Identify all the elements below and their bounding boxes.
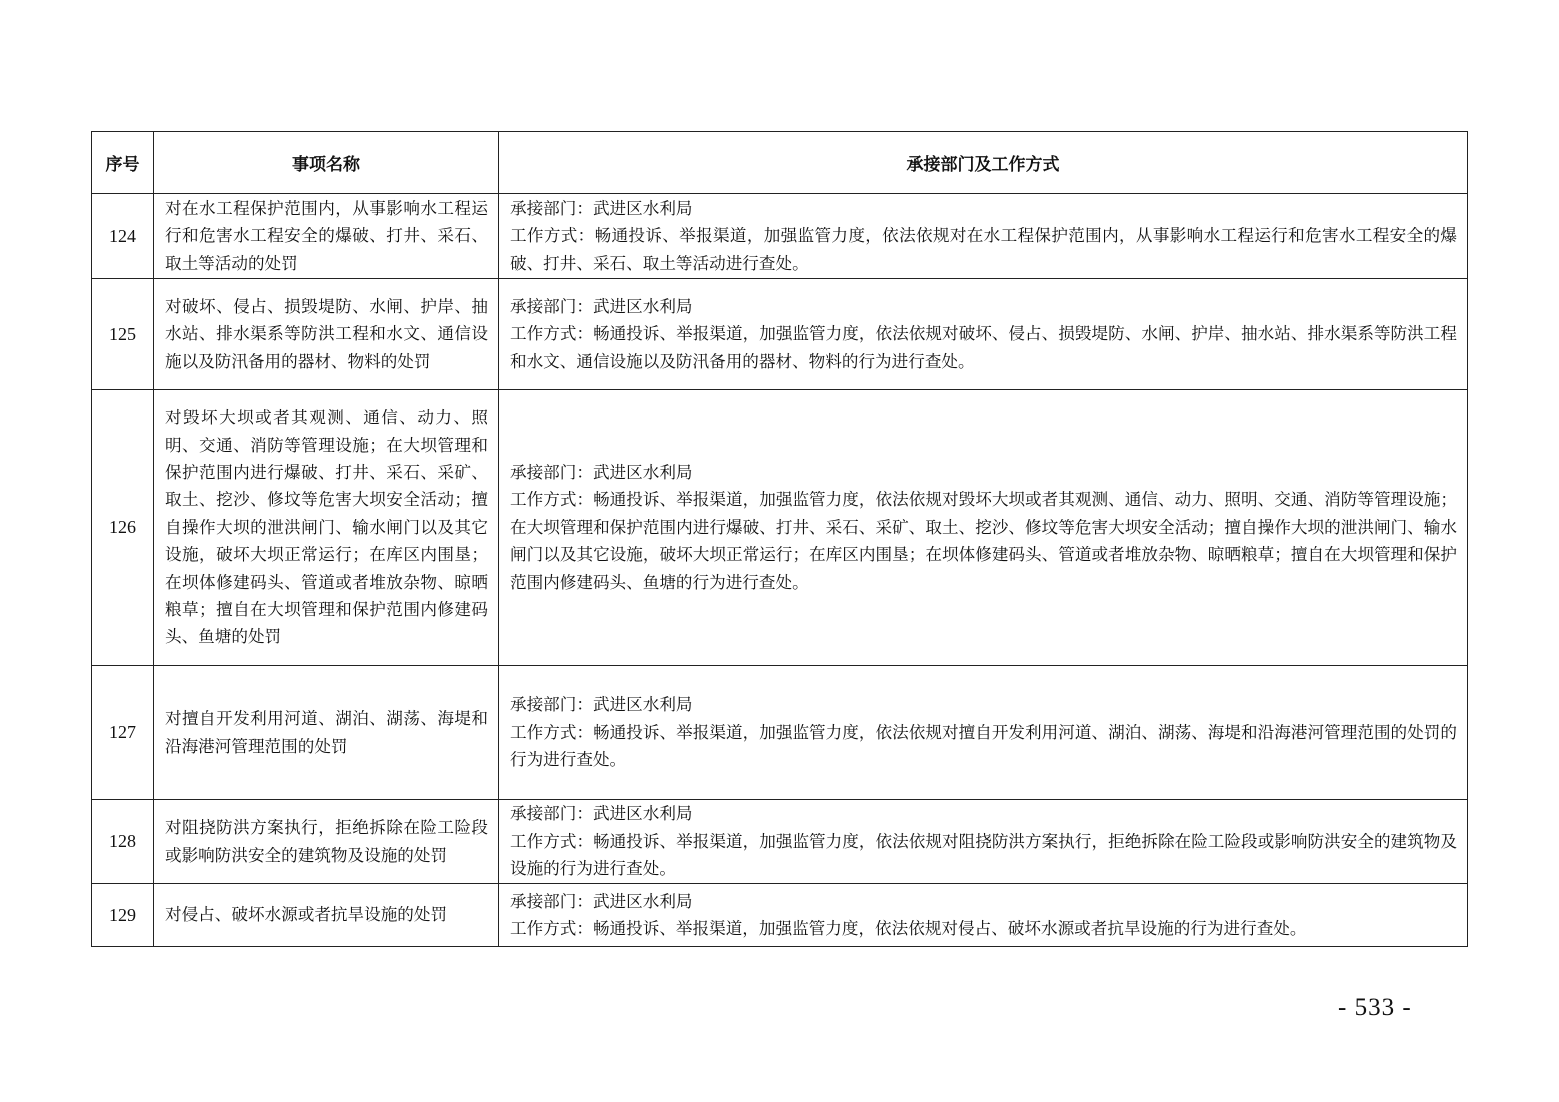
table-row	[92, 800, 1468, 884]
serial-number-cell: 125	[92, 279, 154, 390]
department-text: 承接部门：武进区水利局	[510, 695, 693, 715]
header-department-method: 承接部门及工作方式	[499, 132, 1468, 194]
header-row	[92, 132, 1468, 194]
item-name-cell: 对阻挠防洪方案执行，拒绝拆除在险工险段或影响防洪安全的建筑物及设施的处罚	[154, 800, 499, 884]
serial-number-cell: 126	[92, 390, 154, 666]
item-name-cell: 对毁坏大坝或者其观测、通信、动力、照明、交通、消防等管理设施；在大坝管理和保护范围内进行爆破、打井、采石、采矿、取土、挖沙、修坟等危害大坝安全活动；擅自操作大坝的泄洪闸门、输水闸门以及其它设施，破坏大坝正常运行；在库区内围垦；在坝体修建码头、管道或者堆放杂物、晾晒粮草；擅自在大坝管理和保护范围内修建码头、鱼塘的处罚	[154, 390, 499, 666]
department-method-cell	[499, 279, 1468, 390]
department-text: 承接部门：武进区水利局	[510, 198, 693, 218]
work-method-text: 工作方式：畅通投诉、举报渠道，加强监管力度，依法依规对在水工程保护范围内，从事影响水工程运行和危害水工程安全的爆破、打井、采石、取土等活动进行查处。	[510, 226, 1457, 273]
department-method-cell	[499, 666, 1468, 800]
work-method-text: 工作方式：畅通投诉、举报渠道，加强监管力度，依法依规对破坏、侵占、损毁堤防、水闸、护岸、抽水站、排水渠系等防洪工程和水文、通信设施以及防汛备用的器材、物料的行为进行查处。	[510, 324, 1457, 371]
table-row	[92, 279, 1468, 390]
department-text: 承接部门：武进区水利局	[510, 891, 693, 911]
serial-number-cell: 127	[92, 666, 154, 800]
department-method-cell	[499, 884, 1468, 947]
table-row	[92, 194, 1468, 279]
serial-number-cell: 128	[92, 800, 154, 884]
department-method-cell	[499, 194, 1468, 279]
work-method-text: 工作方式：畅通投诉、举报渠道，加强监管力度，依法依规对毁坏大坝或者其观测、通信、动力、照明、交通、消防等管理设施；在大坝管理和保护范围内进行爆破、打井、采石、采矿、取土、挖沙、修坟等危害大坝安全活动；擅自操作大坝的泄洪闸门、输水闸门以及其它设施，破坏大坝正常运行；在库区内围垦；在坝体修建码头、管道或者堆放杂物、晾晒粮草；擅自在大坝管理和保护范围内修建码头、鱼塘的行为进行查处。	[510, 490, 1457, 592]
department-text: 承接部门：武进区水利局	[510, 462, 693, 482]
work-method-text: 工作方式：畅通投诉、举报渠道，加强监管力度，依法依规对侵占、破坏水源或者抗旱设施的行为进行查处。	[510, 919, 1307, 938]
table-header	[92, 132, 1468, 194]
table-row	[92, 666, 1468, 800]
work-method-text: 工作方式：畅通投诉、举报渠道，加强监管力度，依法依规对阻挠防洪方案执行，拒绝拆除在险工险段或影响防洪安全的建筑物及设施的行为进行查处。	[510, 831, 1457, 879]
header-item-name: 事项名称	[154, 132, 499, 194]
serial-number-cell: 124	[92, 194, 154, 279]
department-method-cell	[499, 800, 1468, 884]
item-name-cell: 对侵占、破坏水源或者抗旱设施的处罚	[154, 884, 499, 947]
table-body	[92, 194, 1468, 947]
department-text: 承接部门：武进区水利局	[510, 296, 693, 316]
department-method-cell	[499, 390, 1468, 666]
item-name-cell: 对破坏、侵占、损毁堤防、水闸、护岸、抽水站、排水渠系等防洪工程和水文、通信设施以及防汛备用的器材、物料的处罚	[154, 279, 499, 390]
item-name-cell: 对擅自开发利用河道、湖泊、湖荡、海堤和沿海港河管理范围的处罚	[154, 666, 499, 800]
department-text: 承接部门：武进区水利局	[510, 804, 693, 824]
header-serial-number: 序号	[92, 132, 154, 194]
page-number: - 533 -	[1338, 994, 1412, 1021]
item-name-cell: 对在水工程保护范围内，从事影响水工程运行和危害水工程安全的爆破、打井、采石、取土等活动的处罚	[154, 194, 499, 279]
table-row	[92, 884, 1468, 947]
table-row	[92, 390, 1468, 666]
serial-number-cell: 129	[92, 884, 154, 947]
matters-table	[91, 131, 1468, 947]
work-method-text: 工作方式：畅通投诉、举报渠道，加强监管力度，依法依规对擅自开发利用河道、湖泊、湖荡、海堤和沿海港河管理范围的处罚的行为进行查处。	[510, 722, 1457, 770]
